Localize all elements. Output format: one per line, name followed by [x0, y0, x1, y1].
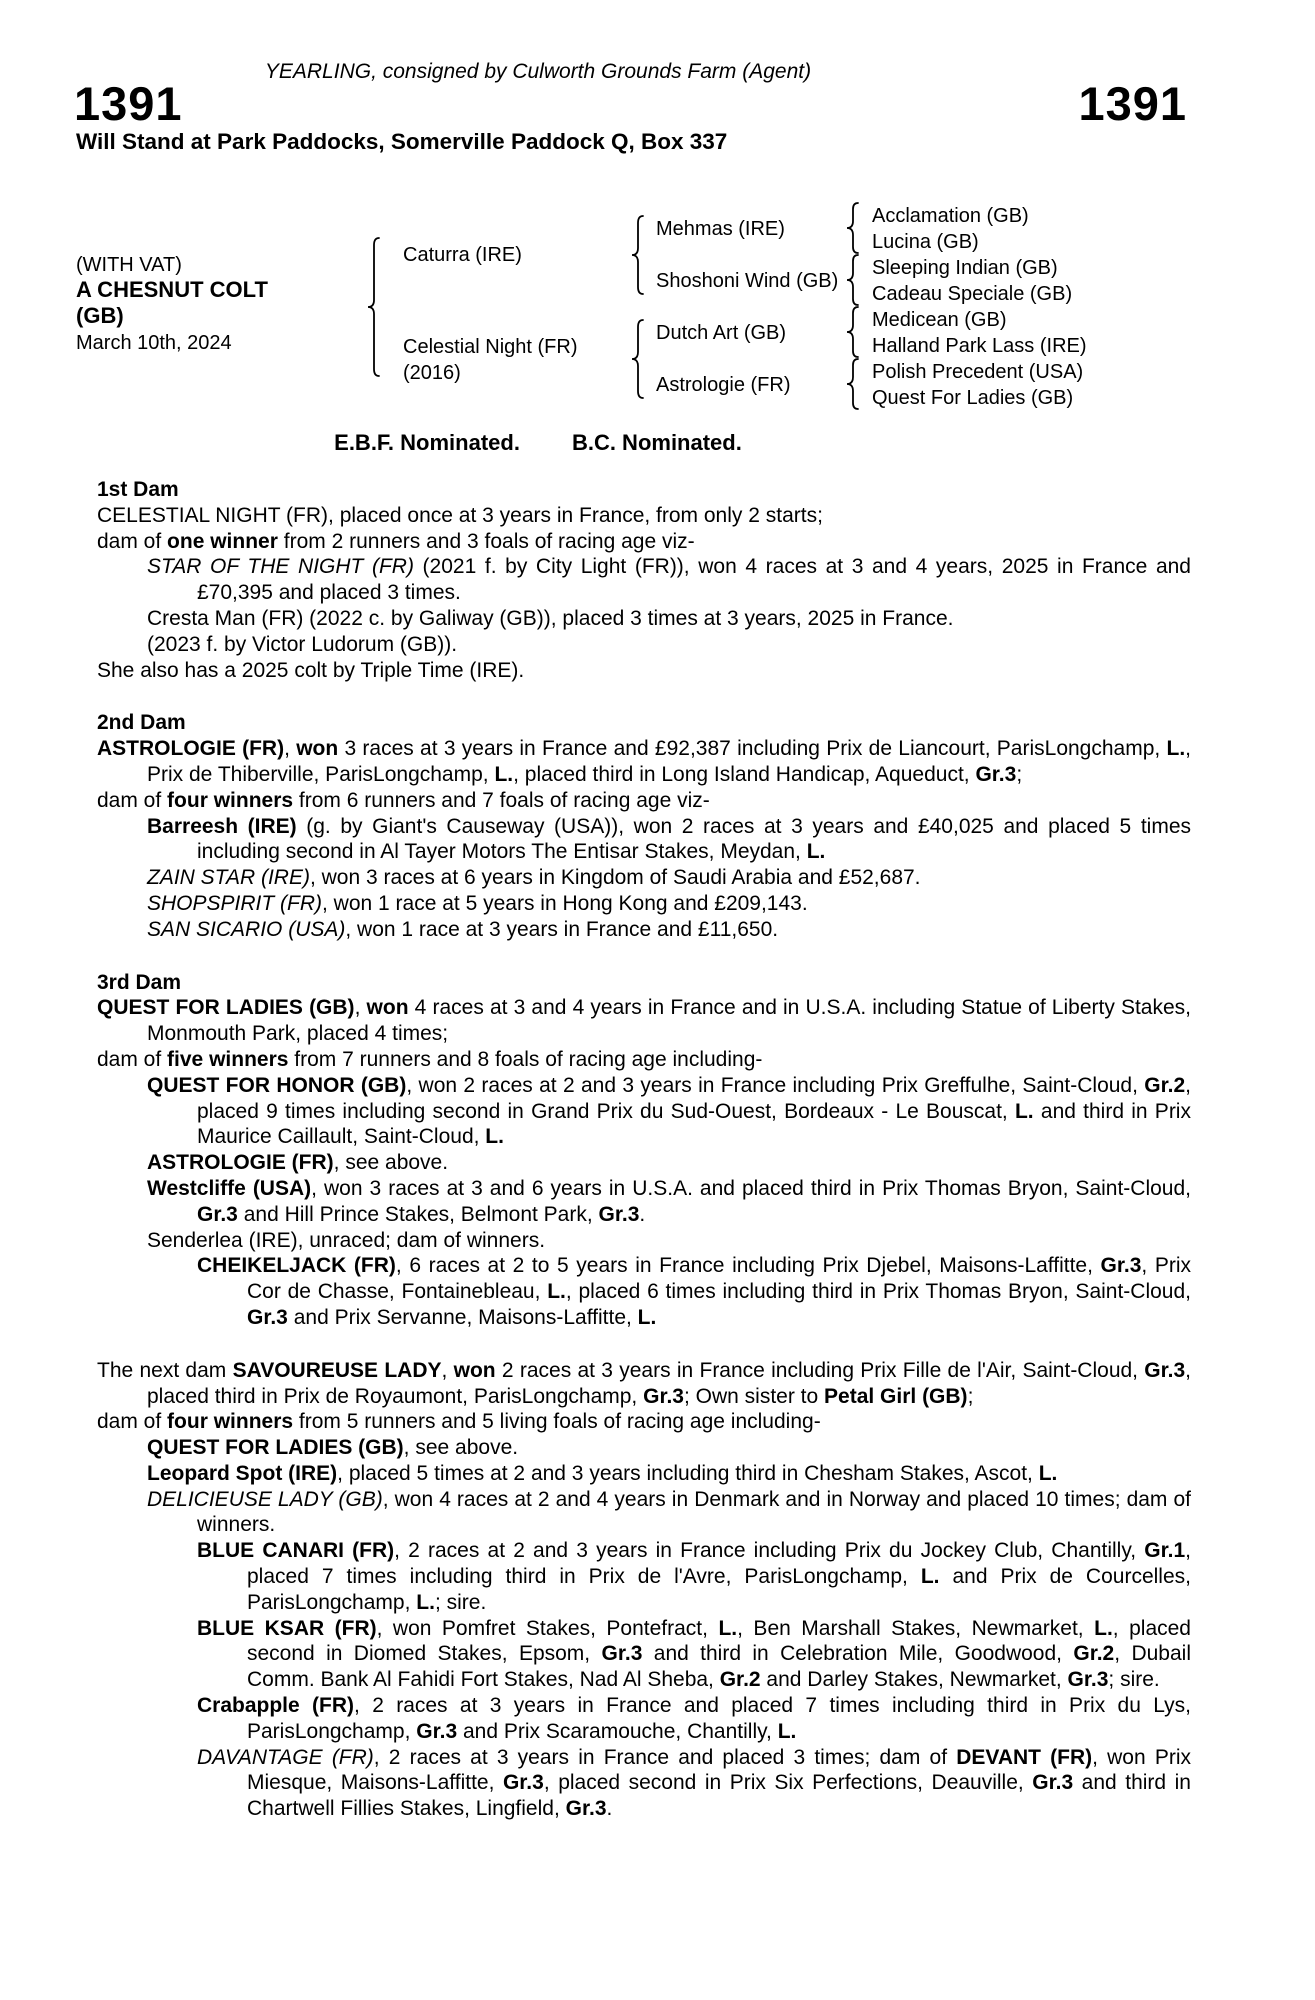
text-run: , won 2 races at 2 and 3 years in France including Prix Greffulhe, Saint-Cloud,	[406, 1073, 1145, 1097]
text-run: won	[453, 1358, 496, 1382]
text-run: ,	[441, 1358, 454, 1382]
dam-section	[97, 710, 1191, 942]
text-run: Petal Girl (GB)	[824, 1384, 968, 1408]
text-run: L.	[1014, 1099, 1034, 1123]
text-run: (2023 f. by Victor Ludorum (GB)).	[147, 632, 458, 656]
pedigree-paragraph	[97, 1176, 1191, 1228]
pedigree-paragraph	[97, 1409, 1191, 1435]
text-run: Gr.2	[1144, 1073, 1186, 1097]
lot-number-right: 1391	[1078, 77, 1187, 130]
pedigree-paragraph	[97, 606, 1191, 632]
text-run: , won 4 races at 2 and 4 years in Denmark and in Norway and placed 10 times; dam of winners.	[197, 1487, 1191, 1537]
pedigree-paragraph	[97, 736, 1191, 788]
pedigree-brace	[630, 319, 646, 399]
great-grandparent-name: Quest For Ladies (GB)	[872, 387, 1074, 409]
text-run: , placed second in Diomed Stakes, Epsom,	[247, 1616, 1191, 1666]
text-run: , 6 races at 2 to 5 years in France including Prix Djebel, Maisons-Laffitte,	[395, 1254, 1101, 1278]
dam-section	[97, 477, 1191, 683]
text-run: 4 races at 3 and 4 years in France and in U.S.A. including Statue of Liberty Stakes, Monmouth Park, placed 4 times;	[147, 996, 1191, 1046]
text-run: and third in Prix Maurice Caillault, Saint-Cloud,	[197, 1099, 1191, 1149]
pedigree-brace	[630, 215, 646, 295]
text-run: Leopard Spot (IRE)	[147, 1461, 338, 1485]
pedigree-paragraph	[97, 917, 1191, 943]
text-run: Gr.3	[1067, 1668, 1109, 1692]
text-run: L.	[494, 762, 514, 786]
pedigree-paragraph	[97, 995, 1191, 1047]
text-run: ;	[1016, 762, 1023, 786]
text-run: QUEST FOR LADIES (GB)	[97, 996, 355, 1020]
text-run: won	[366, 996, 409, 1020]
text-run: L.	[718, 1616, 738, 1640]
dam-section	[97, 1358, 1191, 1822]
text-run: and Prix de Courcelles, ParisLongchamp,	[247, 1565, 1191, 1614]
text-run: BLUE CANARI (FR)	[197, 1539, 395, 1563]
pedigree-paragraph	[97, 1253, 1191, 1330]
text-run: The next dam	[97, 1358, 233, 1382]
text-run: L.	[777, 1719, 797, 1743]
text-run: QUEST FOR HONOR (GB)	[147, 1073, 407, 1097]
granddam-name: Shoshoni Wind (GB)	[656, 270, 839, 292]
text-run: L.	[1094, 1616, 1113, 1640]
pedigree-paragraph	[97, 529, 1191, 555]
text-run: , won Prix Miesque, Maisons-Laffitte,	[247, 1745, 1191, 1795]
pedigree-paragraph	[97, 1487, 1191, 1539]
dam-name: Celestial Night (FR)	[403, 336, 578, 358]
text-run: Barreesh (IRE)	[147, 814, 297, 838]
pedigree-paragraph	[97, 658, 1191, 684]
text-run: L.	[920, 1565, 940, 1589]
text-run: four winners	[167, 788, 294, 812]
dam-section	[97, 970, 1191, 1331]
pedigree-brace	[845, 254, 861, 306]
great-grandparent-name: Cadeau Speciale (GB)	[872, 283, 1073, 305]
text-run: STAR OF THE NIGHT (FR)	[147, 555, 414, 579]
text-run: Gr.2	[1073, 1642, 1115, 1666]
great-grandparent-name: Medicean (GB)	[872, 309, 1007, 331]
text-run: L.	[485, 1125, 504, 1149]
granddam-name: Astrologie (FR)	[656, 374, 791, 396]
text-run: , won 1 race at 5 years in Hong Kong and £209,143.	[322, 891, 808, 915]
text-run: , placed 6 times including third in Prix Thomas Bryon, Saint-Cloud,	[565, 1280, 1191, 1304]
text-run: ; sire.	[1108, 1668, 1160, 1692]
pedigree-paragraph	[97, 554, 1191, 606]
text-run: L.	[806, 840, 826, 864]
text-run: Gr.3	[1100, 1254, 1142, 1278]
text-run: and third in Celebration Mile, Goodwood,	[642, 1642, 1074, 1666]
text-run: five winners	[167, 1047, 289, 1071]
text-run: from 5 runners and 5 living foals of racing age including-	[293, 1410, 821, 1434]
text-run: and Prix Servanne, Maisons-Laffitte,	[287, 1305, 638, 1329]
text-run: , placed 5 times at 2 and 3 years including third in Chesham Stakes, Ascot,	[337, 1461, 1039, 1485]
pedigree-paragraph	[97, 891, 1191, 917]
text-run: Gr.3	[247, 1305, 288, 1329]
text-run: Senderlea (IRE), unraced; dam of winners.	[147, 1228, 546, 1252]
text-run: , see above.	[403, 1436, 519, 1460]
text-run: Gr.3	[197, 1202, 238, 1226]
pedigree-brace	[845, 306, 861, 358]
text-run: Gr.3	[601, 1642, 643, 1666]
text-run: , see above.	[333, 1151, 449, 1175]
text-run: SHOPSPIRIT (FR)	[147, 891, 323, 915]
text-run: and third in Chartwell Fillies Stakes, Lingfield,	[247, 1771, 1191, 1821]
text-run: , placed third in Long Island Handicap, Aqueduct,	[513, 762, 976, 786]
pedigree-paragraph	[97, 1693, 1191, 1745]
pedigree-paragraph	[97, 1461, 1191, 1487]
pedigree-paragraph	[97, 1047, 1191, 1073]
pedigree-brace	[845, 358, 861, 410]
text-run: Gr.3	[1032, 1771, 1074, 1795]
foal-date: March 10th, 2024	[76, 332, 232, 354]
grandsire-name: Dutch Art (GB)	[656, 322, 787, 344]
sire-name: Caturra (IRE)	[403, 244, 522, 266]
text-run: CHEIKELJACK (FR)	[197, 1254, 396, 1278]
text-run: 3 races at 3 years in France and £92,387 including Prix de Liancourt, ParisLongchamp,	[338, 737, 1167, 761]
text-run: Gr.3	[502, 1771, 544, 1795]
text-run: L.	[547, 1280, 566, 1304]
great-grandparent-name: Polish Precedent (USA)	[872, 361, 1084, 383]
text-run: (2021 f. by City Light (FR)), won 4 races at 3 and 4 years, 2025 in France and £70,395 and placed 3 times.	[197, 555, 1191, 605]
dam-sections	[97, 477, 1191, 1822]
pedigree-brace	[845, 202, 861, 254]
text-run: L.	[1038, 1461, 1058, 1485]
text-run: , won 1 race at 3 years in France and £11,650.	[345, 917, 779, 941]
pedigree-paragraph	[97, 1435, 1191, 1461]
pedigree-paragraph	[97, 1073, 1191, 1150]
text-run: dam of	[97, 1047, 168, 1071]
dam-section-heading: 2nd Dam	[97, 711, 186, 735]
text-run: , 2 races at 3 years in France and placed 3 times; dam of	[373, 1745, 957, 1769]
horse-name-suffix: (GB)	[76, 303, 124, 328]
dam-year: (2016)	[403, 362, 461, 384]
text-run: from 2 runners and 3 foals of racing age viz-	[277, 529, 695, 553]
text-run: , placed second in Prix Six Perfections, Deauville,	[543, 1771, 1033, 1795]
pedigree-paragraph	[97, 865, 1191, 891]
pedigree-paragraph	[97, 814, 1191, 866]
grandsire-name: Mehmas (IRE)	[656, 218, 785, 240]
text-run: and Darley Stakes, Newmarket,	[760, 1668, 1068, 1692]
text-run: ASTROLOGIE (FR)	[147, 1151, 334, 1175]
text-run: , Ben Marshall Stakes, Newmarket,	[737, 1616, 1095, 1640]
text-run: dam of	[97, 1410, 168, 1434]
text-run: won	[296, 737, 339, 761]
great-grandparent-name: Acclamation (GB)	[872, 205, 1029, 227]
lot-number-left: 1391	[74, 77, 183, 130]
dam-section-heading: 3rd Dam	[97, 970, 182, 994]
text-run: Gr.3	[975, 762, 1017, 786]
text-run: ZAIN STAR (IRE)	[147, 866, 310, 890]
text-run: , 2 races at 2 and 3 years in France including Prix du Jockey Club, Chantilly,	[394, 1539, 1145, 1563]
text-run: dam of	[97, 529, 168, 553]
pedigree-paragraph	[97, 1745, 1191, 1822]
text-run: , Prix de Thiberville, ParisLongchamp,	[147, 737, 1192, 786]
text-run: dam of	[97, 788, 168, 812]
text-run: ,	[354, 996, 367, 1020]
text-run: CELESTIAL NIGHT (FR), placed once at 3 years in France, from only 2 starts;	[97, 503, 823, 527]
text-run: , placed third in Prix de Royaumont, ParisLongchamp,	[147, 1358, 1192, 1408]
consignor-line: YEARLING, consigned by Culworth Grounds Farm (Agent)	[264, 60, 812, 83]
text-run: DEVANT (FR)	[956, 1745, 1093, 1769]
pedigree-paragraph	[97, 1150, 1191, 1176]
text-run: four winners	[167, 1410, 294, 1434]
text-run: SAVOUREUSE LADY	[232, 1358, 442, 1382]
text-run: , won 3 races at 3 and 6 years in U.S.A. and placed third in Prix Thomas Bryon, Saint-Cloud,	[311, 1176, 1191, 1200]
text-run: BLUE KSAR (FR)	[197, 1616, 377, 1640]
text-run: , Dubail Comm. Bank Al Fahidi Fort Stakes, Nad Al Sheba,	[247, 1642, 1191, 1692]
text-run: , placed 9 times including second in Grand Prix du Sud-Ouest, Bordeaux - Le Bouscat,	[197, 1073, 1192, 1123]
text-run: Cresta Man (FR) (2022 c. by Galiway (GB)), placed 3 times at 3 years, 2025 in France.	[147, 606, 954, 630]
pedigree-paragraph	[97, 503, 1191, 529]
text-run: .	[639, 1202, 646, 1226]
text-run: She also has a 2025 colt by Triple Time (IRE).	[97, 658, 525, 682]
stand-location-line: Will Stand at Park Paddocks, Somerville Paddock Q, Box 337	[76, 129, 728, 154]
text-run: SAN SICARIO (USA)	[147, 917, 346, 941]
text-run: ASTROLOGIE (FR)	[97, 737, 285, 761]
pedigree-paragraph	[97, 1228, 1191, 1254]
text-run: , 2 races at 3 years in France and placed 7 times including third in Prix du Lys, ParisLongchamp,	[247, 1694, 1191, 1743]
horse-name: A CHESNUT COLT	[76, 277, 268, 302]
text-run: Gr.3	[1144, 1358, 1186, 1382]
text-run: ;	[967, 1384, 974, 1408]
text-run: , Prix Cor de Chasse, Fontainebleau,	[247, 1254, 1191, 1304]
pedigree-paragraph	[97, 1358, 1191, 1410]
great-grandparent-name: Sleeping Indian (GB)	[872, 257, 1058, 279]
text-run: Gr.3	[598, 1202, 640, 1226]
pedigree-paragraph	[97, 1538, 1191, 1615]
text-run: from 6 runners and 7 foals of racing age viz-	[293, 788, 710, 812]
pedigree-paragraph	[97, 632, 1191, 658]
text-run: 2 races at 3 years in France including Prix Fille de l'Air, Saint-Cloud,	[495, 1358, 1145, 1382]
text-run: ; Own sister to	[683, 1384, 825, 1408]
text-run: L.	[416, 1590, 435, 1614]
dam-section-heading: 1st Dam	[97, 478, 179, 501]
text-run: Gr.3	[643, 1384, 684, 1408]
text-run: .	[606, 1797, 613, 1821]
text-run: , won Pomfret Stakes, Pontefract,	[376, 1616, 719, 1640]
text-run: DELICIEUSE LADY (GB)	[147, 1487, 383, 1511]
text-run: Gr.2	[719, 1668, 761, 1692]
text-run: one winner	[167, 529, 278, 553]
text-run: Gr.3	[565, 1797, 607, 1821]
vat-note: (WITH VAT)	[76, 254, 182, 276]
text-run: (g. by Giant's Causeway (USA)), won 2 races at 3 years and £40,025 and placed 5 times including second in Al Tayer Motors The Entisar Stakes, Meydan,	[197, 814, 1192, 864]
text-run: from 7 runners and 8 foals of racing age including-	[288, 1047, 763, 1071]
nominations-line	[76, 430, 1000, 456]
pedigree-brace	[366, 237, 382, 377]
text-run: ,	[284, 737, 297, 761]
pedigree-paragraph	[97, 788, 1191, 814]
text-run: DAVANTAGE (FR)	[197, 1745, 374, 1769]
bc-nomination: B.C. Nominated.	[571, 430, 742, 455]
text-run: , placed 7 times including third in Prix de l'Avre, ParisLongchamp,	[247, 1539, 1191, 1589]
text-run: ; sire.	[434, 1590, 487, 1614]
great-grandparent-name: Halland Park Lass (IRE)	[872, 335, 1087, 357]
text-run: L.	[637, 1305, 657, 1329]
text-run: Westcliffe (USA)	[147, 1176, 312, 1200]
text-run: Crabapple (FR)	[197, 1694, 355, 1718]
ebf-nomination: E.B.F. Nominated.	[334, 430, 520, 455]
pedigree-paragraph	[97, 1616, 1191, 1693]
text-run: Gr.1	[1144, 1539, 1186, 1563]
text-run: L.	[1166, 737, 1186, 761]
text-run: and Hill Prince Stakes, Belmont Park,	[237, 1202, 599, 1226]
text-run: and Prix Scaramouche, Chantilly,	[457, 1719, 778, 1743]
text-run: QUEST FOR LADIES (GB)	[147, 1436, 404, 1460]
text-run: , won 3 races at 6 years in Kingdom of Saudi Arabia and £52,687.	[309, 866, 921, 890]
great-grandparent-name: Lucina (GB)	[872, 231, 979, 253]
text-run: Gr.3	[416, 1719, 458, 1743]
